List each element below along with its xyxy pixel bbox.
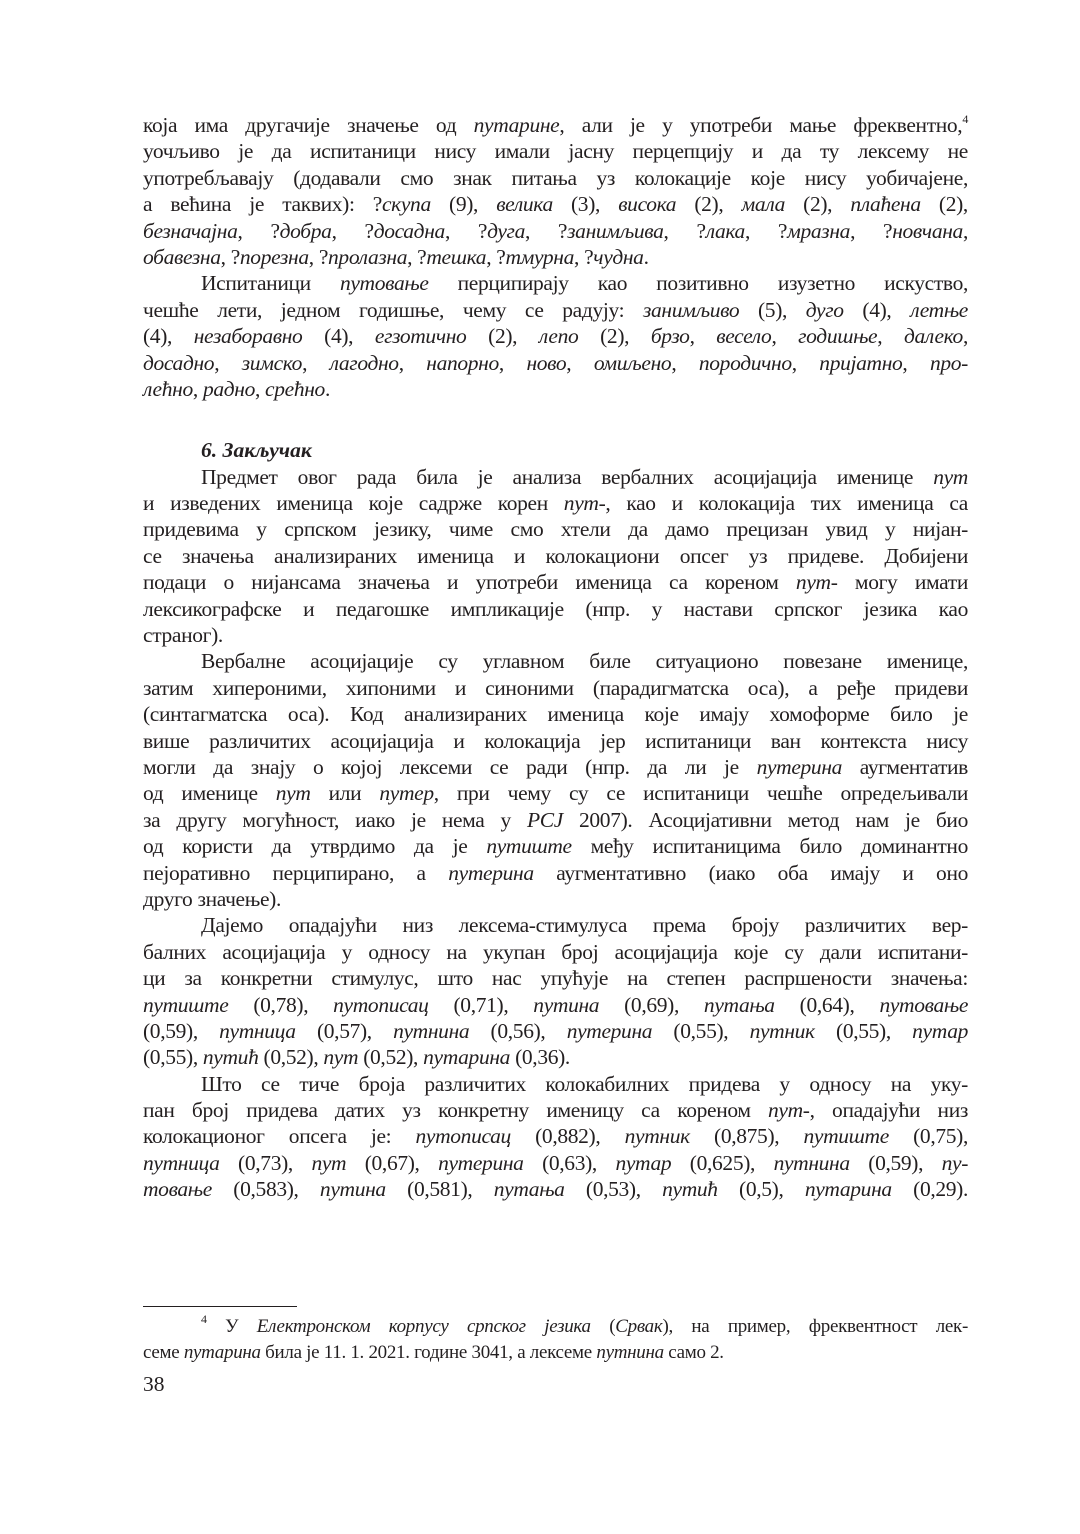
italic-term: пу-	[941, 1150, 969, 1175]
text-run: (2),	[578, 324, 651, 349]
paragraph	[143, 270, 968, 402]
text-run: употребљавају (додавали смо знак питања уз колокације које нису уобичајене,	[143, 165, 968, 190]
text-run: , ?	[220, 244, 240, 269]
italic-term: пријатно	[819, 350, 903, 375]
text-run: ,	[671, 350, 699, 375]
text-run: Дајемо опадајући низ лексема-стимулуса према броју различитих вер-	[201, 913, 968, 938]
text-line	[143, 1150, 968, 1176]
text-run: и изведених именица које садрже корен	[143, 491, 564, 516]
text-run: од користи да утврдимо да је	[143, 834, 487, 859]
text-run: ци за конкретни стимулус, што нас упућује на степен распршености значења:	[143, 966, 968, 991]
text-run: ,	[498, 350, 527, 375]
text-run: лексикографске и педагошке импликације (нпр. у настави српског језика као	[143, 596, 968, 621]
italic-term: Електронском корпусу српског језика	[256, 1316, 591, 1337]
text-line	[143, 675, 968, 701]
italic-term: велика	[496, 192, 553, 217]
text-run: (0,55),	[652, 1018, 750, 1043]
italic-term: безначајна	[143, 218, 238, 243]
text-run: (0,73),	[219, 1150, 312, 1175]
italic-term: путник	[749, 1018, 815, 1043]
italic-term: путописац	[415, 1124, 511, 1149]
italic-term: пут	[311, 1150, 347, 1175]
text-run: ,	[962, 324, 968, 349]
text-line	[143, 728, 968, 754]
text-run: ,	[566, 350, 594, 375]
italic-term: добра	[279, 218, 332, 243]
italic-term: новчана	[892, 218, 963, 243]
text-run: подаци о нијансама значења и употреби именица са кореном	[143, 570, 796, 595]
text-run: међу испитаницима било доминантно	[571, 834, 968, 859]
italic-term: путер	[379, 781, 434, 806]
text-line	[143, 1018, 968, 1044]
italic-term: путерина	[566, 1018, 653, 1043]
text-run: (0,69),	[599, 992, 704, 1017]
text-run: ,	[398, 350, 427, 375]
text-run: (0,75),	[888, 1124, 968, 1149]
text-run: , ?	[850, 218, 893, 243]
text-run: аугментатив	[842, 754, 968, 779]
italic-term: обавезна	[143, 244, 221, 269]
text-line	[143, 490, 968, 516]
italic-term: лака	[705, 218, 745, 243]
italic-term: незаборавно	[193, 324, 303, 349]
text-line	[143, 1314, 968, 1340]
footnote	[143, 1314, 968, 1366]
text-line	[143, 297, 968, 323]
paragraph	[143, 464, 968, 649]
italic-term: путина	[533, 992, 600, 1017]
text-run: (4),	[302, 324, 375, 349]
text-line	[143, 1340, 968, 1366]
page-number: 38	[143, 1372, 165, 1396]
text-run: ,	[214, 350, 242, 375]
body-text	[143, 112, 968, 1203]
italic-term: дуга	[487, 218, 525, 243]
text-run: ,	[791, 350, 820, 375]
italic-term: путнина	[596, 1342, 664, 1363]
italic-term: путања	[493, 1177, 565, 1202]
italic-term: путиште	[143, 992, 229, 1017]
text-run: колокационог опсега је:	[143, 1124, 416, 1149]
text-run: за другу могућност, иако је нема у	[143, 807, 527, 832]
text-run: страног).	[143, 623, 223, 648]
text-run: (2),	[466, 324, 539, 349]
text-line	[143, 992, 968, 1018]
text-run: Вербалне асоцијације су углавном биле ситуационо повезане именице,	[201, 649, 968, 674]
italic-term: чудна	[593, 244, 644, 269]
text-run: ,	[254, 376, 266, 401]
italic-term: занимљиво	[642, 297, 740, 322]
text-run: , ?	[524, 218, 568, 243]
text-run: , ?	[663, 218, 706, 243]
text-line	[143, 622, 968, 648]
italic-term: путања	[703, 992, 775, 1017]
text-line	[143, 648, 968, 674]
text-run: чешће лети, једном годишње, чему се радују:	[143, 297, 643, 322]
text-line	[143, 807, 968, 833]
text-line	[143, 754, 968, 780]
text-run: , ?	[744, 218, 788, 243]
italic-term: РСЈ	[526, 807, 563, 832]
italic-term: тешка	[426, 244, 487, 269]
italic-term: путница	[219, 1018, 296, 1043]
text-run: , ?	[444, 218, 488, 243]
text-run: ,	[902, 350, 930, 375]
italic-term: про-	[929, 350, 968, 375]
italic-term: напорно	[426, 350, 499, 375]
text-line	[143, 218, 968, 244]
text-run: (0,59),	[143, 1018, 220, 1043]
paragraph	[143, 112, 968, 270]
text-run: (0,581),	[385, 1177, 494, 1202]
italic-term: путина	[319, 1177, 386, 1202]
text-run: од именице	[143, 781, 276, 806]
italic-term: дуго	[805, 297, 844, 322]
text-run: (0,78),	[228, 992, 334, 1017]
text-run: (0,57),	[295, 1018, 394, 1043]
italic-term: скупа	[381, 192, 431, 217]
italic-term: путар	[615, 1150, 672, 1175]
text-line	[143, 376, 968, 402]
text-run: , ?	[486, 244, 506, 269]
text-run: затим хипероними, хипоними и синоними (парадигматска оса), а ређе придеви	[143, 675, 968, 700]
text-run: (4),	[843, 297, 911, 322]
text-line	[143, 886, 968, 912]
italic-term: весело	[716, 324, 772, 349]
text-run: (2),	[676, 192, 742, 217]
text-line	[143, 833, 968, 859]
text-run: (2),	[785, 192, 851, 217]
footnote-marker: 4	[962, 112, 968, 126]
italic-term: тмурна	[505, 244, 575, 269]
text-run: (0,29).	[891, 1177, 969, 1202]
italic-term: летње	[910, 297, 968, 322]
italic-term: путарина	[183, 1342, 261, 1363]
text-line	[143, 569, 968, 595]
text-line	[143, 965, 968, 991]
text-run: , опадајући низ	[809, 1098, 969, 1123]
text-run: пејоративно перципирано, а	[143, 860, 449, 885]
text-run: .	[643, 244, 649, 269]
text-run: балних асоцијација у односу на укупан број асоцијација које су дали испитани-	[143, 939, 968, 964]
italic-term: срећно	[265, 376, 325, 401]
text-run: могу имати	[837, 570, 968, 595]
text-run: (4),	[143, 324, 194, 349]
italic-term: зимско	[241, 350, 303, 375]
italic-term: егзотично	[374, 324, 467, 349]
text-run: Испитаници	[201, 271, 340, 296]
text-line	[143, 543, 968, 569]
text-run: , као и колокација тих именица са	[605, 491, 969, 516]
text-run: (0,882),	[510, 1124, 625, 1149]
italic-term: пролазна	[328, 244, 408, 269]
italic-term: путар	[912, 1018, 968, 1043]
text-run: ,	[302, 350, 330, 375]
footnote-marker: 4	[201, 1312, 207, 1326]
italic-term: омиљено	[593, 350, 672, 375]
italic-term: радно	[202, 376, 255, 401]
text-line	[143, 1071, 968, 1097]
text-run: била је 11. 1. 2021. године 3041, а лексеме	[260, 1342, 597, 1363]
text-run: (синтагматска оса). Код анализираних именица које имају хомоформе било је	[143, 702, 968, 727]
section-heading: 6. Закључак	[201, 438, 312, 463]
italic-term: путнина	[773, 1150, 850, 1175]
text-run: (0,583),	[211, 1177, 320, 1202]
text-run: (0,55),	[143, 1045, 203, 1070]
text-run: .	[324, 376, 330, 401]
italic-term: пут	[323, 1045, 359, 1070]
italic-term: породично	[698, 350, 792, 375]
text-run: (3),	[552, 192, 619, 217]
text-line	[143, 939, 968, 965]
text-run: се значења анализираних именица и колокациони опсег уз придеве. Добијени	[143, 543, 968, 568]
text-run: Предмет овог рада била је анализа вербалних асоцијација именице	[201, 464, 934, 489]
text-run: (0,36).	[510, 1045, 570, 1070]
italic-term: висока	[618, 192, 677, 217]
text-line	[143, 516, 968, 542]
text-line	[143, 270, 968, 296]
text-line	[143, 780, 968, 806]
italic-term: путић	[202, 1045, 259, 1070]
italic-term: пут	[275, 781, 311, 806]
italic-term: порезна	[239, 244, 309, 269]
italic-term: пут-	[563, 491, 606, 516]
text-run: (0,875),	[689, 1124, 804, 1149]
text-run: (0,5),	[717, 1177, 805, 1202]
text-line	[143, 138, 968, 164]
italic-term: плаћена	[850, 192, 921, 217]
italic-term: путник	[624, 1124, 690, 1149]
text-run: (0,71),	[428, 992, 534, 1017]
text-run: (2),	[920, 192, 968, 217]
text-run: (0,67),	[346, 1150, 439, 1175]
text-line	[143, 1176, 968, 1202]
italic-term: досадно	[143, 350, 215, 375]
text-run: аугментативно (иако оба имају и оно	[533, 860, 968, 885]
italic-term: брзо	[650, 324, 690, 349]
text-line	[143, 464, 968, 490]
text-line	[143, 701, 968, 727]
italic-term: путнина	[393, 1018, 470, 1043]
text-run: (0,56),	[469, 1018, 567, 1043]
italic-term: лећно	[143, 376, 193, 401]
text-run: више различитих асоцијација и колокација јер испитаници ван контекста нису	[143, 728, 968, 753]
italic-term: товање	[143, 1177, 212, 1202]
text-line	[143, 596, 968, 622]
paragraph	[143, 912, 968, 1070]
text-run: уочљиво је да испитаници нису имали јасну перцепцију и да ту лексему не	[143, 139, 968, 164]
text-run: ,	[689, 324, 717, 349]
text-run: (0,52),	[358, 1045, 424, 1070]
text-run: ), на пример, фреквентност лек-	[662, 1316, 969, 1337]
text-line	[143, 1044, 968, 1070]
italic-term: путерина	[756, 754, 843, 779]
text-run: (	[590, 1316, 616, 1337]
text-run: (0,63),	[523, 1150, 616, 1175]
italic-term: путиште	[803, 1124, 889, 1149]
italic-term: пут-	[768, 1098, 810, 1123]
italic-term: досадна	[373, 218, 445, 243]
italic-term: далеко	[903, 324, 963, 349]
italic-term: ново	[526, 350, 567, 375]
text-run: која има другачије значење од	[143, 113, 474, 137]
text-run: 2007). Асоцијативни метод нам је био	[562, 807, 968, 832]
text-line	[143, 191, 968, 217]
text-run: , ?	[308, 244, 329, 269]
italic-term: путерина	[448, 860, 534, 885]
text-run: ,	[877, 324, 904, 349]
text-run: , ?	[574, 244, 594, 269]
italic-term: лагодно	[329, 350, 399, 375]
text-run: (0,625),	[671, 1150, 774, 1175]
italic-term: путарина	[804, 1177, 892, 1202]
italic-term: путиште	[486, 834, 572, 859]
italic-term: путерина	[438, 1150, 524, 1175]
italic-term: мала	[741, 192, 786, 217]
text-run: , ?	[407, 244, 427, 269]
text-line	[143, 350, 968, 376]
text-line	[143, 165, 968, 191]
text-run: само 2.	[663, 1342, 724, 1363]
italic-term: путовање	[339, 271, 429, 296]
italic-term: путарине	[473, 113, 560, 137]
text-run: могли да знају о којој лексеми се ради (нпр. да ли је	[143, 754, 757, 779]
text-run: , при чему су се испитаници чешће опредељивали	[433, 781, 968, 806]
text-run: Што се тиче броја различитих колокабилних придева у односу на уку-	[201, 1071, 968, 1096]
text-line	[143, 1097, 968, 1123]
paragraph	[143, 1071, 968, 1203]
text-line	[143, 860, 968, 886]
italic-term: лепо	[538, 324, 579, 349]
italic-term: путарина	[423, 1045, 511, 1070]
footnote-separator	[143, 1306, 297, 1307]
italic-term: пут	[933, 464, 968, 489]
text-run: (5),	[739, 297, 806, 322]
text-line	[143, 323, 968, 349]
text-run: , ?	[331, 218, 374, 243]
text-run: (0,64),	[774, 992, 880, 1017]
text-run: друго значење).	[143, 886, 281, 911]
text-run: (0,59),	[849, 1150, 942, 1175]
text-line	[143, 1123, 968, 1149]
text-run: (0,52),	[258, 1045, 324, 1070]
paragraph	[143, 648, 968, 912]
text-line	[143, 112, 968, 138]
italic-term: пут-	[795, 570, 838, 595]
text-run: (9),	[430, 192, 497, 217]
italic-term: мразна	[787, 218, 851, 243]
text-run: , ?	[237, 218, 280, 243]
text-run: ,	[771, 324, 799, 349]
text-line	[143, 244, 968, 270]
text-run: перципирају као позитивно изузетно искуство,	[428, 271, 968, 296]
text-run: семе	[143, 1342, 184, 1363]
italic-term: Срвак	[615, 1316, 663, 1337]
text-run: ,	[962, 218, 968, 243]
italic-term: годишње	[798, 324, 878, 349]
italic-term: занимљива	[567, 218, 664, 243]
italic-term: путница	[143, 1150, 220, 1175]
text-run: (0,53),	[564, 1177, 663, 1202]
text-run: пан број придева датих уз конкретну именицу са кореном	[143, 1098, 769, 1123]
italic-term: путић	[662, 1177, 718, 1202]
italic-term: путописац	[333, 992, 429, 1017]
text-run: (0,55),	[814, 1018, 913, 1043]
text-run: придевима у српском језику, чиме смо хтели да дамо прецизан увид у нијан-	[143, 517, 968, 542]
text-run: а већина је таквих): ?	[143, 192, 382, 217]
text-run: , али је у употреби мање фреквентно,	[559, 113, 963, 137]
text-run: ,	[192, 376, 203, 401]
text-line	[143, 912, 968, 938]
italic-term: путовање	[879, 992, 969, 1017]
text-run: У	[206, 1316, 257, 1337]
text-run: или	[310, 781, 380, 806]
